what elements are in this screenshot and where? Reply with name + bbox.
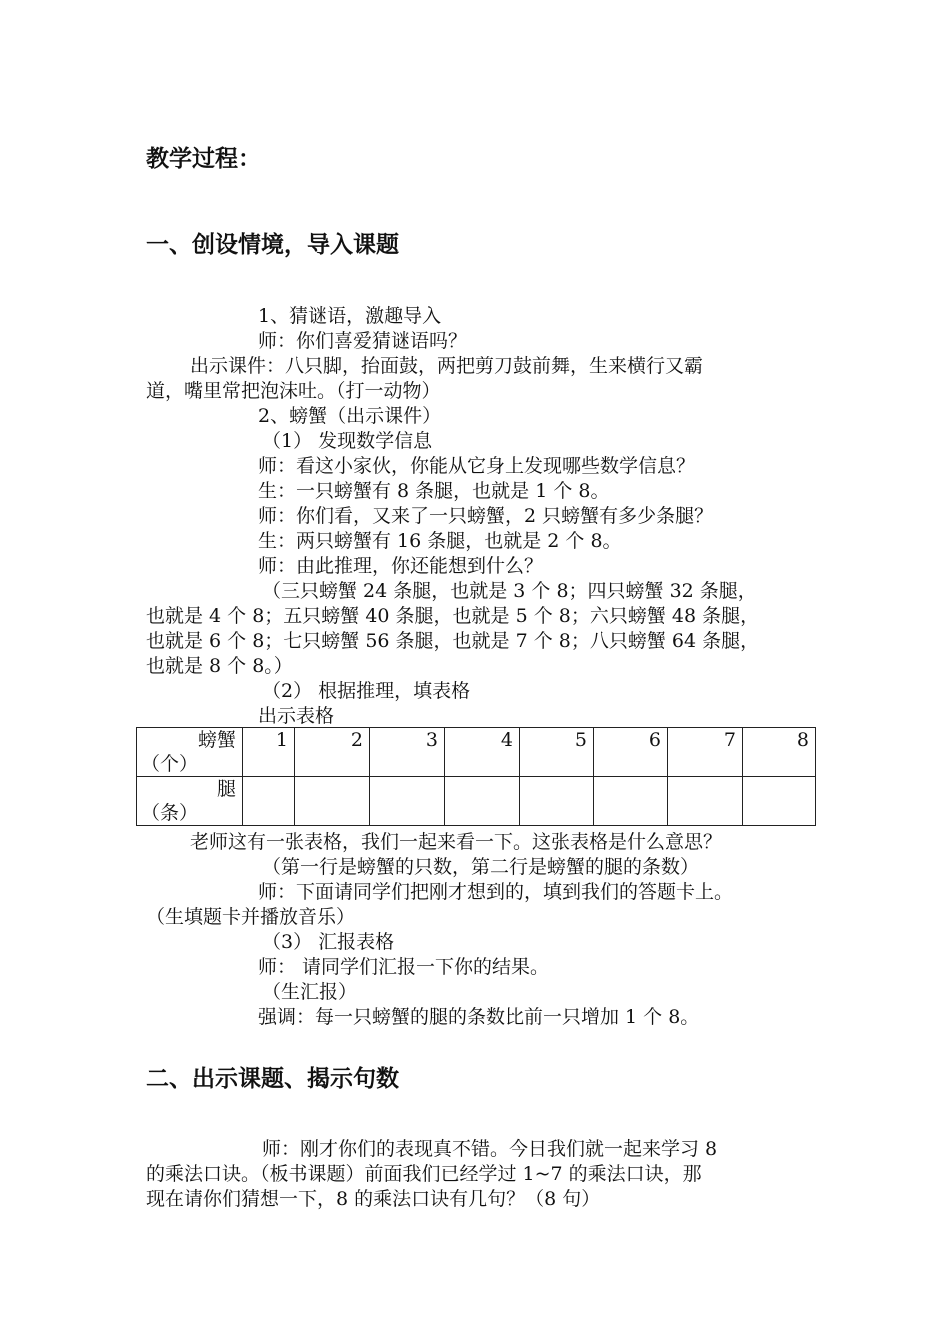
line: （3） 汇报表格 <box>262 931 395 953</box>
table-cell: 5 <box>520 728 594 777</box>
table-cell-empty <box>295 777 370 826</box>
crab-leg-table <box>136 727 816 826</box>
label-line: （条） <box>141 802 199 824</box>
line: 生：一只螃蟹有 8 条腿，也就是 1 个 8。 <box>258 480 610 502</box>
table-cell: 4 <box>445 728 520 777</box>
line: 师：由此推理，你还能想到什么？ <box>258 555 544 577</box>
line: 师：看这小家伙，你能从它身上发现哪些数学信息？ <box>258 455 696 477</box>
table-cell-empty <box>594 777 668 826</box>
line: 也就是 6 个 8；七只螃蟹 56 条腿，也就是 7 个 8；八只螃蟹 64 条腿， <box>146 630 760 652</box>
table-row <box>137 777 816 826</box>
line: 2、螃蟹（出示课件） <box>258 405 442 427</box>
line: 也就是 4 个 8；五只螃蟹 40 条腿，也就是 5 个 8；六只螃蟹 48 条腿， <box>146 605 760 627</box>
heading-process: 教学过程： <box>146 146 261 172</box>
section1-title: 一、创设情境，导入课题 <box>146 232 399 258</box>
line: 强调：每一只螃蟹的腿的条数比前一只增加 1 个 8。 <box>258 1006 700 1028</box>
line: 现在请你们猜想一下，8 的乘法口诀有几句？（8 句） <box>146 1188 601 1210</box>
line: 师：刚才你们的表现真不错。今日我们就一起来学习 8 <box>262 1138 718 1160</box>
line: 师： 请同学们汇报一下你的结果。 <box>258 956 550 978</box>
label-line: （个） <box>141 753 199 775</box>
line: （生填题卡并播放音乐） <box>146 906 356 928</box>
label-line: 螃蟹 <box>197 729 236 751</box>
line: 的乘法口诀。（板书课题）前面我们已经学过 1~7 的乘法口诀，那 <box>146 1163 702 1185</box>
table-cell: 3 <box>370 728 445 777</box>
line: （1） 发现数学信息 <box>262 430 433 452</box>
table-cell: 1 <box>243 728 295 777</box>
line: 道，嘴里常把泡沫吐。（打一动物） <box>146 380 441 402</box>
line: 出示课件：八只脚，抬面鼓，两把剪刀鼓前舞，生来横行又霸 <box>190 355 704 377</box>
table-cell-empty <box>243 777 295 826</box>
table-cell-empty <box>370 777 445 826</box>
table-cell: 6 <box>594 728 668 777</box>
line: 出示表格 <box>258 705 335 727</box>
line: （2） 根据推理，填表格 <box>262 680 471 702</box>
line: （生汇报） <box>262 981 358 1003</box>
line: （第一行是螃蟹的只数，第二行是螃蟹的腿的条数） <box>262 856 700 878</box>
table-cell-empty <box>520 777 594 826</box>
row-label-legs <box>137 777 243 826</box>
table-cell-empty <box>668 777 743 826</box>
row-label-crabs <box>137 728 243 777</box>
line: （三只螃蟹 24 条腿，也就是 3 个 8；四只螃蟹 32 条腿， <box>262 580 757 602</box>
line: 也就是 8 个 8。） <box>146 655 293 677</box>
table-cell: 8 <box>743 728 816 777</box>
table-cell-empty <box>743 777 816 826</box>
line: 老师这有一张表格，我们一起来看一下。这张表格是什么意思？ <box>190 831 723 853</box>
line: 师：下面请同学们把刚才想到的，填到我们的答题卡上。 <box>258 881 734 903</box>
section2-title: 二、出示课题、揭示句数 <box>146 1066 399 1092</box>
table-cell-empty <box>445 777 520 826</box>
table-cell: 2 <box>295 728 370 777</box>
line: 师：你们喜爱猜谜语吗？ <box>258 330 468 352</box>
table-row <box>137 728 816 777</box>
line: 生：两只螃蟹有 16 条腿，也就是 2 个 8。 <box>258 530 622 552</box>
table-cell: 7 <box>668 728 743 777</box>
label-line: 腿 <box>216 778 236 800</box>
line: 1、猜谜语，激趣导入 <box>258 305 442 327</box>
line: 师：你们看，又来了一只螃蟹，2 只螃蟹有多少条腿？ <box>258 505 714 527</box>
